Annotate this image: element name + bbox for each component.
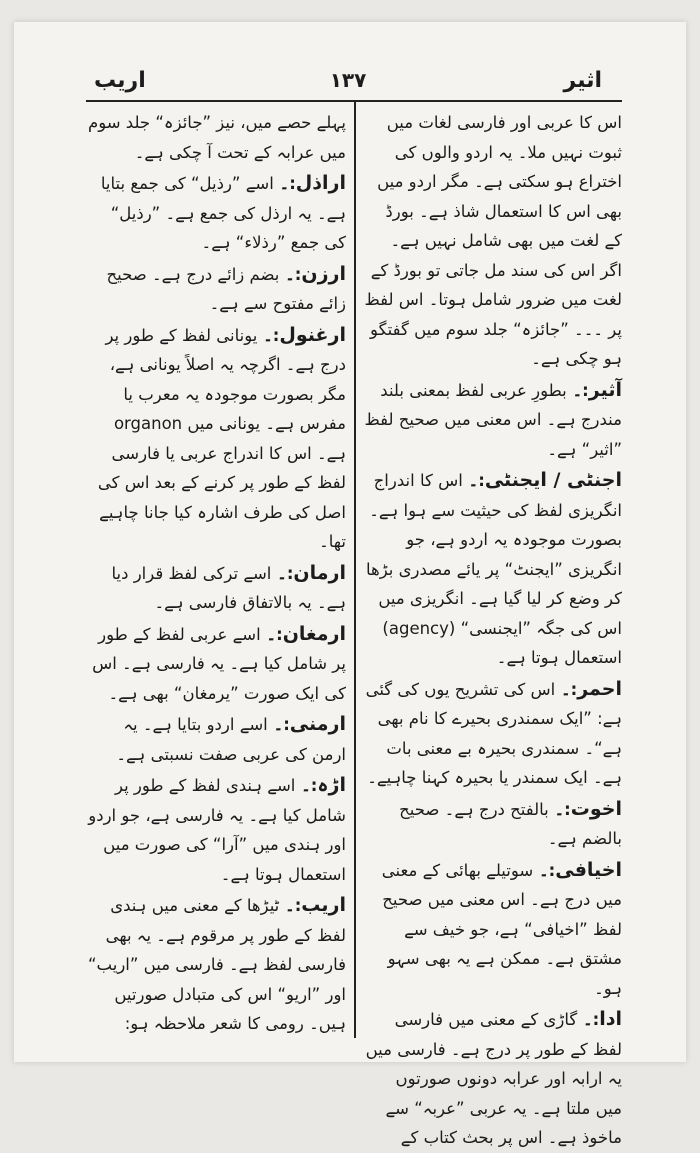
page-header — [70, 64, 626, 100]
entry-headword: اریب — [301, 894, 346, 916]
entry-text: اسے ترکی لفظ قرار دیا ہے۔ یہ بالاتفاق فارسی ہے۔ — [111, 563, 346, 612]
entry-headword: ارمان — [293, 561, 346, 584]
entry-headword: آثیر — [588, 378, 622, 401]
entry-headword: اراذل — [295, 172, 346, 194]
entry-headword: ارزن — [301, 262, 346, 285]
entry-headword: ادا — [599, 1008, 622, 1030]
entry-armaan: ارمان:۔ اسے ترکی لفظ قرار دیا ہے۔ یہ بالاتفاق فارسی ہے۔ — [111, 561, 346, 612]
left-column — [88, 108, 346, 1038]
entry-areeb: اریب:۔ ٹیڑھا کے معنی میں ہندی لفظ کے طور پر مرقوم ہے۔ یہ بھی فارسی لفظ ہے۔ فارسی میں ”اریب“ اور ”اریو“ اس کی متبادل صورتیں ہیں۔ رومی کا شعر ملاحظہ ہو: — [87, 894, 346, 1033]
entry-headword: ارمنی — [289, 713, 346, 735]
entry-armaghaan: ارمغان:۔ اسے عربی لفظ کے طور پر شامل کیا ہے۔ یہ فارسی ہے۔ اس کی ایک صورت ”یرمغان“ بھی ہے۔ — [92, 622, 346, 703]
entry-text: ٹیڑھا کے معنی میں ہندی لفظ کے طور پر مرقوم ہے۔ یہ بھی فارسی لفظ ہے۔ فارسی میں ”اریب“ اور ”اریو“ اس کی متبادل صورتیں ہیں۔ رومی کا شعر ملاحظہ ہو: — [87, 896, 346, 1033]
entry-headword: ارمغان — [282, 622, 346, 645]
entry-headword: اخوت — [570, 797, 622, 820]
entry-agency: اجنٹی / ایجنٹی:۔ اس کا اندراج انگریزی لفظ کی حیثیت سے ہوا ہے۔ بصورت موجودہ یہ اردو ہے، جو انگریزی ”ایجنٹ“ پر یائے مصدری بڑھا کر وضع کر لیا گیا ہے۔ انگریزی میں اس کی جگہ ”ایجنسی“ (agency) استعمال ہوتا ہے۔ — [365, 469, 622, 667]
entry-arrah: اڑہ:۔ اسے ہندی لفظ کے طور پر شامل کیا ہے۔ یہ فارسی ہے، جو اردو اور ہندی میں ”آرا“ کی صورت میں استعمال ہوتا ہے۔ — [88, 774, 346, 884]
entry-akhyafi: اخیافی:۔ سوتیلے بھائی کے معنی میں درج ہے۔ اس معنی میں صحیح لفظ ”اخیافی“ ہے، جو خیف سے مشتق ہے۔ ممکن ہے یہ بھی سہو ہو۔ — [381, 858, 622, 998]
entry-text: اسے ”رذیل“ کی جمع بتایا ہے۔ یہ ارذل کی جمع ہے۔ ”رذیل“ کی جمع ”رذلاء“ ہے۔ — [100, 174, 346, 252]
entry-headword: اخیافی — [555, 858, 622, 881]
entry-text: بالفتح درج ہے۔ صحیح بالضم ہے۔ — [399, 799, 622, 848]
entry-text: بضم زائے درج ہے۔ صحیح زائے مفتوح سے ہے۔ — [106, 264, 346, 313]
entry-text: اس کی تشریح یوں کی گئی ہے: ”ایک سمندری بحیرے کا نام بھی ہے“۔ سمندری بحیرہ بے معنی بات ہے۔ ایک سمندر یا بحیرہ کہنا چاہیے۔ — [365, 679, 622, 787]
entry-text: اس کا اندراج انگریزی لفظ کی حیثیت سے ہوا ہے۔ بصورت موجودہ یہ اردو ہے، جو انگریزی ”ایجنٹ“ پر یائے مصدری بڑھا کر وضع کر لیا گیا ہے۔ انگریزی میں اس کی جگہ ”ایجنسی“ (agency) استعمال ہوتا ہے۔ — [365, 471, 622, 667]
entry-text: اسے عربی لفظ کے طور پر شامل کیا ہے۔ یہ فارسی ہے۔ اس کی ایک صورت ”یرمغان“ بھی ہے۔ — [92, 624, 346, 703]
entry-continuation — [88, 108, 346, 167]
header-right-title: اثیر — [563, 68, 602, 93]
page-number: ۱۳۷ — [329, 68, 367, 92]
entry-text: سوتیلے بھائی کے معنی میں درج ہے۔ اس معنی میں صحیح لفظ ”اخیافی“ ہے، جو خیف سے مشتق ہے۔ ممکن ہے یہ بھی سہو ہو۔ — [381, 860, 622, 998]
entry-arzan: ارزن:۔ بضم زائے درج ہے۔ صحیح زائے مفتوح سے ہے۔ — [106, 262, 346, 313]
entry-headword: اڑہ — [317, 774, 346, 796]
entry-ukhuwwat: اخوت:۔ بالفتح درج ہے۔ صحیح بالضم ہے۔ — [399, 797, 622, 848]
entry-ada: ادا:۔ گاڑی کے معنی میں فارسی لفظ کے طور پر درج ہے۔ فارسی میں یہ ارابہ اور عرابہ دونوں صورتوں میں ملتا ہے۔ یہ عربی ”عربہ“ سے ماخوذ ہے۔ اس پر بحث کتاب کے — [365, 1008, 622, 1147]
entry-text: اسے ہندی لفظ کے طور پر شامل کیا ہے۔ یہ فارسی ہے، جو اردو اور ہندی میں ”آرا“ کی صورت میں استعمال ہوتا ہے۔ — [88, 776, 346, 884]
column-divider — [354, 100, 356, 1038]
header-left-title: اریب — [94, 68, 146, 93]
entry-armani: ارمنی:۔ اسے اردو بتایا ہے۔ یہ ارمن کی عربی صفت نسبتی ہے۔ — [116, 713, 346, 764]
entry-text: گاڑی کے معنی میں فارسی لفظ کے طور پر درج ہے۔ فارسی میں یہ ارابہ اور عرابہ دونوں صورتوں میں ملتا ہے۔ یہ عربی ”عربہ“ سے ماخوذ ہے۔ اس پر بحث کتاب کے — [365, 1010, 622, 1147]
entry-text: یونانی لفظ کے طور پر درج ہے۔ اگرچہ یہ اصلاً یونانی ہے، مگر بصورت موجودہ یہ معرب یا مفرس ہے۔ یونانی میں organon ہے۔ اس کا اندراج عربی یا فارسی لفظ کے طور پر کرنے کے بعد اس کی اصل کی طرف اشارہ کیا جانا چاہیے تھا۔ — [97, 325, 346, 551]
entry-headword: ارغنول — [279, 323, 346, 346]
entry-headword: اجنٹی / ایجنٹی — [484, 469, 622, 491]
entry-text: پہلے حصے میں، نیز ”جائزہ“ جلد سوم میں عرابہ کے تحت آ چکی ہے۔ — [88, 113, 346, 162]
right-column — [364, 108, 622, 1147]
entry-headword: احمر — [577, 677, 622, 700]
entry-continuation — [364, 108, 622, 374]
entry-ahmar: احمر:۔ اس کی تشریح یوں کی گئی ہے: ”ایک سمندری بحیرے کا نام بھی ہے“۔ سمندری بحیرہ بے معنی بات ہے۔ ایک سمندر یا بحیرہ کہنا چاہیے۔ — [365, 677, 622, 787]
entry-arghanoon: ارغنول:۔ یونانی لفظ کے طور پر درج ہے۔ اگرچہ یہ اصلاً یونانی ہے، مگر بصورت موجودہ یہ معرب یا مفرس ہے۔ یونانی میں organon ہے۔ اس کا اندراج عربی یا فارسی لفظ کے طور پر کرنے کے بعد اس کی اصل کی طرف اشارہ کیا جانا چاہیے تھا۔ — [97, 323, 346, 551]
entry-arazil: اراذل:۔ اسے ”رذیل“ کی جمع بتایا ہے۔ یہ ارذل کی جمع ہے۔ ”رذیل“ کی جمع ”رذلاء“ ہے۔ — [100, 172, 346, 252]
entry-text: اسے اردو بتایا ہے۔ یہ ارمن کی عربی صفت نسبتی ہے۔ — [116, 715, 346, 764]
entry-aseer: آثیر:۔ بطورِ عربی لفظ بمعنی بلند مندرج ہے۔ اس معنی میں صحیح لفظ ”اثیر“ ہے۔ — [364, 378, 622, 459]
entry-text: بطورِ عربی لفظ بمعنی بلند مندرج ہے۔ اس معنی میں صحیح لفظ ”اثیر“ ہے۔ — [364, 380, 622, 459]
entry-text: اس کا عربی اور فارسی لغات میں ثبوت نہیں ملا۔ یہ اردو والوں کی اختراع ہو سکتی ہے۔ مگر اردو میں بھی اس کا استعمال شاذ ہے۔ بورڈ کے لغت میں بھی شامل نہیں ہے۔ اگر اس کی سند مل جاتی تو بورڈ کے لغت میں ضرور شامل ہوتا۔ اس لفظ پر ۔۔۔ ”جائزہ“ جلد سوم میں گفتگو ہو چکی ہے۔ — [364, 113, 622, 368]
